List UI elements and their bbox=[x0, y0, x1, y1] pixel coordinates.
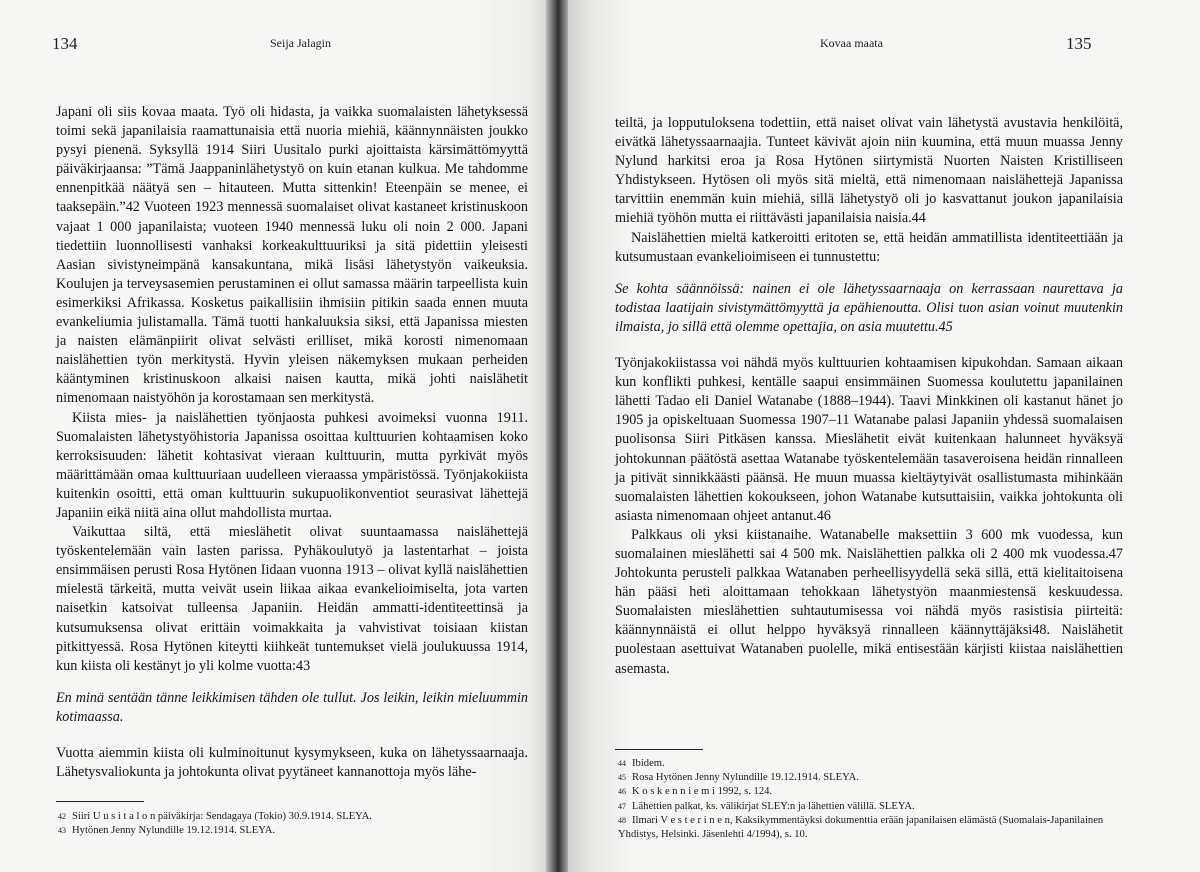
footnote: 43 Hytönen Jenny Nylundille 19.12.1914. SLEYA. bbox=[58, 825, 276, 837]
footnote: 46 K o s k e n n i e m i 1992, s. 124. bbox=[618, 786, 773, 798]
page-number-right: 135 bbox=[1066, 34, 1092, 53]
footnote: 44 Ibidem. bbox=[618, 758, 665, 769]
footnote: 45 Rosa Hytönen Jenny Nylundille 19.12.1914. SLEYA. bbox=[618, 772, 859, 784]
footnote-rule bbox=[615, 749, 703, 750]
paragraph: Vaikuttaa siltä, että mieslähetit olivat suuntaamassa naislähettejä työskentelemään vain lasten parissa. Pyhäkoulutyö ja lastentarhat – joista ensimmäisen perusti Rosa Hytönen Iidaan vuonna 1913 – olivat kyllä naislähettien mielestä tärkeitä, mutta veivät usein liikaa aikaa evankelioimiselta, jota varten naisetkin katsoivat tulleensa Japaniin. Heidän ammatti-identiteettinsä ja kutsumuksensa olivat erittäin voimakkaita ja vahvistivat toisiaan kiistan pitkittyessä. Rosa Hytönen kiteytti kiihkeät tuntemukset vielä joulukuussa 1914, kun kiista oli kestänyt jo yli kolme vuotta:43 bbox=[56, 524, 528, 674]
footnote: 48 Ilmari V e s t e r i n e n, Kaksikymmentäyksi dokumenttia erään japanilaisen elämästä (Suomalais-Japanilainen Yhdistys, Helsinki. Jäsenlehti 4/1994), s. 10. bbox=[618, 814, 1104, 841]
right-page-body bbox=[615, 114, 1123, 679]
paragraph: Kiista mies- ja naislähettien työnjaosta puhkesi avoimeksi vuonna 1911. Suomalaisten lähetystyöhistoria Japanissa osoittaa kulttuurien kohtaamisen koko kerroksisuuden: lähetit kohtasivat vieraan kulttuurin, mutta pyrkivät myös määrittämään omaa kulttuuriaan uudelleen vieraassa ympäristössä. Työnjakokiista kuitenkin osoitti, että oman kulttuurin sukupuolikonventiot seurasivat lähettejä Japaniin eikä niitä aina ollut mahdollista murtaa. bbox=[56, 409, 528, 521]
block-quote: Se kohta säännöissä: nainen ei ole lähetyssaarnaaja on kerrassaan naurettava ja todistaa laatijain sivistymättömyyttä ja epähienoutta. Olisi tuon asian voinut muutenkin ilmaista, jo sillä että olemme opettajia, on asia muutettu.45 bbox=[615, 280, 1123, 335]
paragraph: Työnjakokiistassa voi nähdä myös kulttuurien kohtaamisen kipukohdan. Samaan aikaan kun konflikti puhkesi, kentälle saapui ensimmäinen Suomessa koulutettu japanilainen lähetti Tadao eli Daniel Watanabe (1888–1944). Taavi Minkkinen oli kastanut hänet jo 1905 ja opiskeltuaan Suomessa 1907–11 Watanabe palasi Japaniin yhdessä suomalaisen puolisonsa Siiri Pitkäsen kanssa. Mieslähetit eivät kuitenkaan halunneet hyväksyä johtokunnan päätöstä asettaa Watanabe työskentelemään tasaveroisena heidän rinnalleen ja pitivät sinnikkäästi päänsä. He muun muassa kieltäytyivät osallistumasta mihinkään suomalaisten lähettien kokoukseen, johon Watanabe kutsuttaisiin, vaikka johtokunta oli asiasta nimenomaan ohjeet antanut.46 bbox=[615, 355, 1123, 524]
paragraph: Naislähettien mieltä katkeroitti eritoten se, että heidän ammatillista identiteettiään ja kutsumustaan evankelioimiseen ei tunnustettu: bbox=[615, 229, 1123, 265]
running-header-left: Seija Jalagin bbox=[270, 36, 331, 50]
paragraph: teiltä, ja lopputuloksena todettiin, että naiset olivat vain lähetystä avustavia henkilöitä, eivätkä lähetyssaarnaajia. Tunteet kävivät ajoin niin kuumina, että muun muassa Jenny Nylund harkitsi eroa ja Rosa Hytönen siirtymistä Nuorten Naisten Kristilliseen Yhdistykseen. Hytösen oli myös sitä mieltä, että nimenomaan naislähettejä Japanissa tarvittiin enemmän kuin miehiä, sillä lähetystyö oli jo kasvattanut joukon japanilaisia miehiä työhön mutta ei riittävästi japanilaisia naisia.44 bbox=[615, 115, 1123, 227]
paragraph: Palkkaus oli yksi kiistanaihe. Watanabelle maksettiin 3 600 mk vuodessa, kun suomalainen mieslähetti sai 4 500 mk. Naislähettien palkka oli 2 400 mk vuodessa.47 Johtokunta perusteli palkkaa Watanaben perheellisyydellä sekä sillä, että kielitaitoisena hän pääsi heti aloittamaan tehokkaan lähetystyön maanmiestensä keskuudessa. Suomalaisten mieslähettien suhtautumisessa voi nähdä myös rasistisia piirteitä: käännynnäistä ei ollut helppo hyväksyä rinnalleen käännyttäjäksi48. Naislähetit puolestaan asettuivat Watanaben puolelle, mikä entisestään kärjisti kiistaa naislähettien asemasta. bbox=[615, 526, 1123, 677]
page-number-left: 134 bbox=[52, 34, 78, 53]
paragraph: Vuotta aiemmin kiista oli kulminoitunut kysymykseen, kuka on lähetyssaarnaaja. Lähetysvaliokunta ja johtokunta olivat pyytäneet kannanottoja myös lähe- bbox=[56, 745, 528, 781]
paragraph: Japani oli siis kovaa maata. Työ oli hidasta, ja vaikka suomalaisten lähetyksessä toimi sekä japanilaisia raamattunaisia että nuoria miehiä, käännynnäisten joukko pysyi pienenä. Syksyllä 1914 Siiri Uusitalo purki ajoittaista kärsimättömyyttä päiväkirjaansa: ”Tämä Jaappaninlähetystyö on kuin etanan kulkua. Me tahdomme ennenpitkää näätyä sen – hitauteen. Mutta sittenkin! Eteenpäin se menee, ei taaksepäin.”42 Vuoteen 1923 mennessä suomalaiset olivat kastaneet kristinuskoon vajaat 1 000 japanilaista; vuoteen 1940 mennessä luku oli noin 2 000. Japani tiedettiin luonnollisesti vanhaksi korkeakulttuuriksi ja sitä pidettiin yleisesti Aasian sivistyneimpänä kansakuntana, mikä lisäsi lähetystyön vaikeuksia. Koulujen ja terveysasemien perustaminen ei ollut samassa määrin tarpeellista kuin esimerkiksi Afrikassa. Kosketus paikallisiin ihmisiin pitikin saada ennen muuta evankeliumia julistamalla. Tämä tuotti hankaluuksia siksi, että Japanissa miesten ja naisten elämänpiirit olivat selvästi erilliset, mikä korosti nimenomaan naislähettien työn merkitystä. Hyvin yleisen näkemyksen mukaan perheiden kääntyminen kristinuskoon alkaisi naisen kautta, mikä johti naislähetit nimenomaan naistyöhön ja korostamaan sen merkitystä. bbox=[56, 104, 528, 407]
book-gutter bbox=[546, 0, 568, 872]
left-page bbox=[0, 0, 552, 872]
left-page-body bbox=[56, 103, 528, 782]
left-footnotes bbox=[58, 810, 518, 838]
running-header-right: Kovaa maata bbox=[820, 36, 883, 50]
footnote-rule bbox=[56, 801, 144, 802]
footnote: 47 Lähettien palkat, ks. välikirjat SLEY:n ja lähettien välillä. SLEYA. bbox=[618, 800, 915, 812]
block-quote: En minä sentään tänne leikkimisen tähden ole tullut. Jos leikin, leikin mieluummin kotimaassa. bbox=[56, 689, 528, 725]
footnote: 42 Siiri U u s i t a l o n päiväkirja: Sendagaya (Tokio) 30.9.1914. SLEYA. bbox=[58, 811, 372, 822]
right-footnotes bbox=[618, 757, 1123, 842]
right-page bbox=[562, 0, 1200, 872]
